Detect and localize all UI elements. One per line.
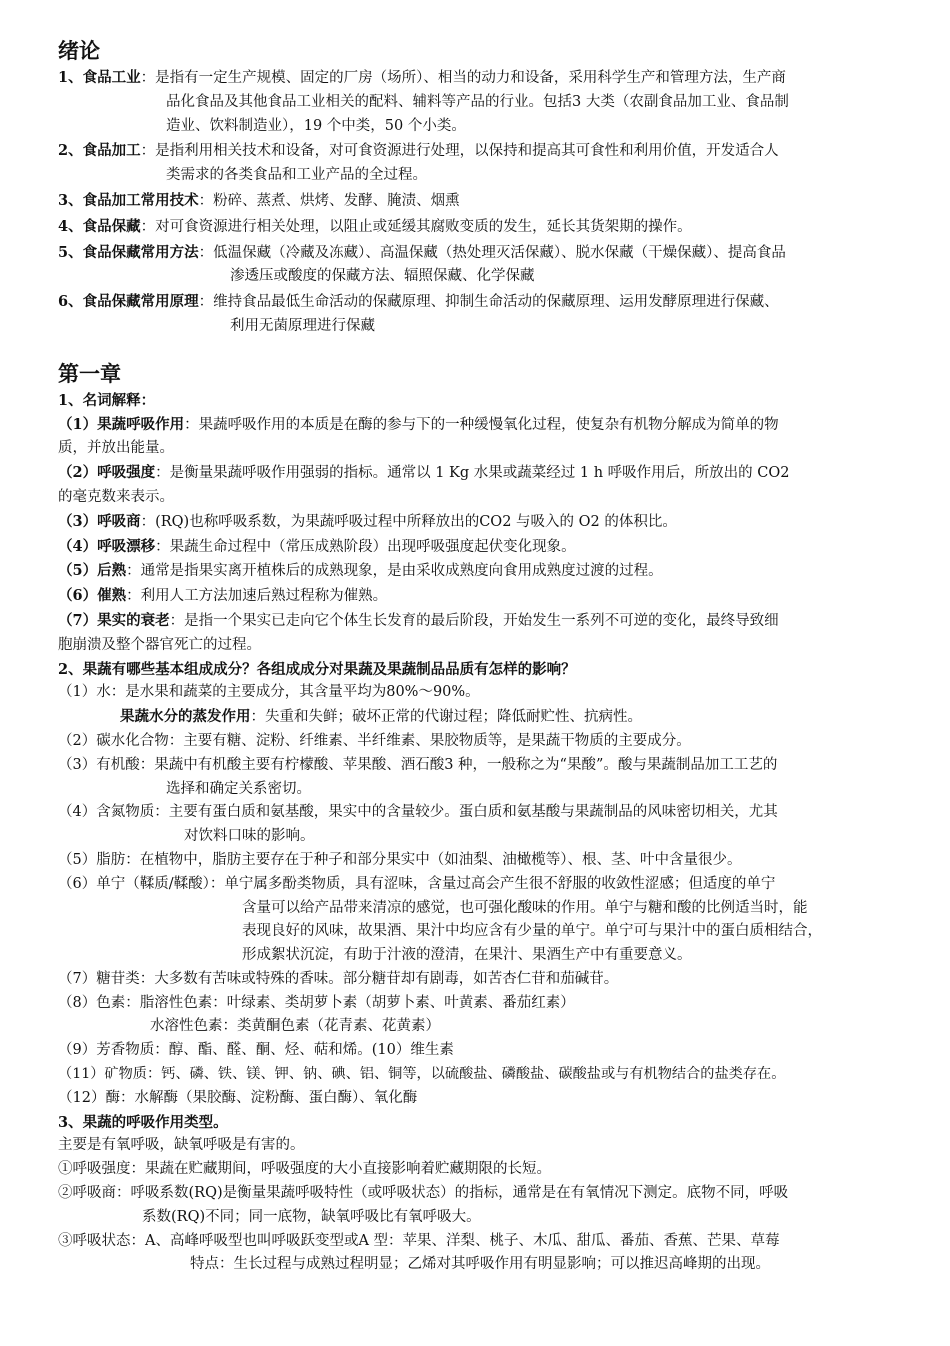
intro-item-4: 4、食品保藏：对可食资源进行相关处理，以阻止或延缓其腐败变质的发生，延长其货架期的操作。	[58, 217, 692, 235]
component-tannin-cont: 含量可以给产品带来清凉的感觉，也可强化酸味的作用。单宁与糖和酸的比例适当时，能	[242, 899, 808, 916]
definition-5: （5）后熟：通常是指果实离开植株后的成熟现象，是由采收成熟度向食用成熟度过渡的过程。	[58, 562, 663, 580]
component-nitrogen-cont: 对饮料口味的影响。	[184, 828, 315, 845]
section-heading-intro: 绪论	[58, 39, 100, 63]
respiration-line-cont: 系数(RQ)不同；同一底物，缺氧呼吸比有氧呼吸大。	[142, 1208, 481, 1225]
component-tannin-cont: 形成絮状沉淀，有助于汁液的澄清，在果汁、果酒生产中有重要意义。	[242, 947, 692, 964]
intro-item-1: 1、食品工业：是指有一定生产规模、固定的厂房（场所）、相当的动力和设备，采用科学生产和管理方法，生产商	[58, 69, 786, 86]
component-organic-acid: （3）有机酸：果蔬中有机酸主要有柠檬酸、苹果酸、酒石酸3 种，一般称之为“果酸”。酸与果蔬制品加工工艺的	[58, 756, 778, 773]
definition-7: （7）果实的衰老：是指一个果实已走向它个体生长发育的最后阶段，开始发生一系列不可逆的变化，最终导致细	[58, 611, 779, 629]
intro-item-5-cont: 渗透压或酸度的保藏方法、辐照保藏、化学保藏	[230, 268, 535, 285]
definition-2: （2）呼吸强度：是衡量果蔬呼吸作用强弱的指标。通常以 1 Kg 水果或蔬菜经过 1 h 呼吸作用后，所放出的 CO2	[58, 464, 790, 482]
respiration-line-cont: 特点：生长过程与成熟过程明显；乙烯对其呼吸作用有明显影响；可以推迟高峰期的出现。	[190, 1256, 770, 1273]
definition-1-cont: 质，并放出能量。	[58, 440, 174, 457]
component-pigment-cont: 水溶性色素：类黄酮色素（花青素、花黄素）	[150, 1018, 440, 1035]
component-glycoside: （7）糖苷类：大多数有苦味或特殊的香味。部分糖苷却有剧毒，如苦杏仁苷和茄碱苷。	[58, 970, 619, 987]
component-fat: （5）脂肪：在植物中，脂肪主要存在于种子和部分果实中（如油梨、油橄榄等）、根、茎、叶中含量很少。	[58, 851, 742, 868]
section-heading-chapter1: 第一章	[58, 361, 121, 386]
intro-item-2-cont: 类需求的各类食品和工业产品的全过程。	[166, 167, 427, 184]
definition-7-cont: 胞崩溃及整个器官死亡的过程。	[58, 636, 261, 653]
intro-item-1-cont: 造业、饮料制造业），19 个中类，50 个小类。	[166, 117, 466, 134]
intro-item-3: 3、食品加工常用技术：粉碎、蒸煮、烘烤、发酵、腌渍、烟熏	[58, 191, 460, 209]
question-2-title: 2、果蔬有哪些基本组成成分？各组成成分对果蔬及果蔬制品品质有怎样的影响？	[58, 660, 576, 678]
component-tannin: （6）单宁（鞣质/鞣酸）：单宁属多酚类物质，具有涩味，含量过高会产生很不舒服的收敛性涩感；但适度的单宁	[58, 875, 776, 892]
definition-1: （1）果蔬呼吸作用：果蔬呼吸作用的本质是在酶的参与下的一种缓慢氧化过程，使复杂有机物分解成为简单的物	[58, 415, 779, 433]
definition-4: （4）呼吸漂移：果蔬生命过程中（常压成熟阶段）出现呼吸强度起伏变化现象。	[58, 537, 576, 555]
intro-item-6-cont: 利用无菌原理进行保藏	[230, 317, 375, 334]
component-aroma: （9）芳香物质：醇、酯、醛、酮、烃、萜和烯。(10）维生素	[58, 1042, 454, 1059]
definition-2-cont: 的毫克数来表示。	[58, 488, 174, 505]
respiration-line: ②呼吸商：呼吸系数(RQ)是衡量果蔬呼吸特性（或呼吸状态）的指标，通常是在有氧情况下测定。底物不同，呼吸	[58, 1185, 789, 1202]
intro-item-1-cont: 品化食品及其他食品工业相关的配料、辅料等产品的行业。包括3 大类（农副食品加工业、食品制	[166, 93, 789, 110]
question-1-title: 1、名词解释：	[58, 391, 156, 409]
definition-3: （3）呼吸商：(RQ)也称呼吸系数，为果蔬呼吸过程中所释放出的CO2 与吸入的 O2 的体积比。	[58, 512, 677, 530]
component-mineral: （11）矿物质：钙、磷、铁、镁、钾、钠、碘、铝、铜等，以硫酸盐、磷酸盐、碳酸盐或与有机物结合的盐类存在。	[58, 1066, 786, 1083]
component-nitrogen: （4）含氮物质：主要有蛋白质和氨基酸，果实中的含量较少。蛋白质和氨基酸与果蔬制品的风味密切相关，尤其	[58, 804, 778, 821]
intro-item-5: 5、食品保藏常用方法：低温保藏（冷藏及冻藏）、高温保藏（热处理灭活保藏）、脱水保藏（干燥保藏）、提高食品	[58, 243, 786, 261]
intro-item-2: 2、食品加工：是指利用相关技术和设备，对可食资源进行处理，以保持和提高其可食性和利用价值，开发适合人	[58, 142, 779, 160]
question-3-title: 3、果蔬的呼吸作用类型。	[58, 1113, 228, 1131]
component-water: （1）水：是水果和蔬菜的主要成分，其含量平均为80%～90%。	[58, 684, 480, 701]
component-pigment: （8）色素：脂溶性色素：叶绿素、类胡萝卜素（胡萝卜素、叶黄素、番茄红素）	[58, 994, 575, 1011]
component-tannin-cont: 表现良好的风味，故果酒、果汁中均应含有少量的单宁。单宁可与果汁中的蛋白质相结合，	[242, 923, 822, 940]
respiration-line: ③呼吸状态：A、高峰呼吸型也叫呼吸跃变型或A 型：苹果、洋梨、桃子、木瓜、甜瓜、番茄、香蕉、芒果、草莓	[58, 1232, 780, 1249]
respiration-line: ①呼吸强度：果蔬在贮藏期间，呼吸强度的大小直接影响着贮藏期限的长短。	[58, 1161, 551, 1178]
intro-item-6: 6、食品保藏常用原理：维持食品最低生命活动的保藏原理、抑制生命活动的保藏原理、运用发酵原理进行保藏、	[58, 293, 779, 311]
component-organic-acid-cont: 选择和确定关系密切。	[166, 780, 311, 797]
component-enzyme: （12）酶：水解酶（果胶酶、淀粉酶、蛋白酶）、氧化酶	[58, 1089, 418, 1106]
definition-6: （6）催熟：利用人工方法加速后熟过程称为催熟。	[58, 587, 388, 605]
component-water-evaporation: 果蔬水分的蒸发作用：失重和失鲜；破坏正常的代谢过程；降低耐贮性、抗病性。	[120, 708, 642, 726]
component-carbohydrate: （2）碳水化合物：主要有糖、淀粉、纤维素、半纤维素、果胶物质等，是果蔬干物质的主要成分。	[58, 732, 691, 749]
respiration-line: 主要是有氧呼吸，缺氧呼吸是有害的。	[58, 1137, 305, 1154]
document-page	[58, 36, 918, 1277]
